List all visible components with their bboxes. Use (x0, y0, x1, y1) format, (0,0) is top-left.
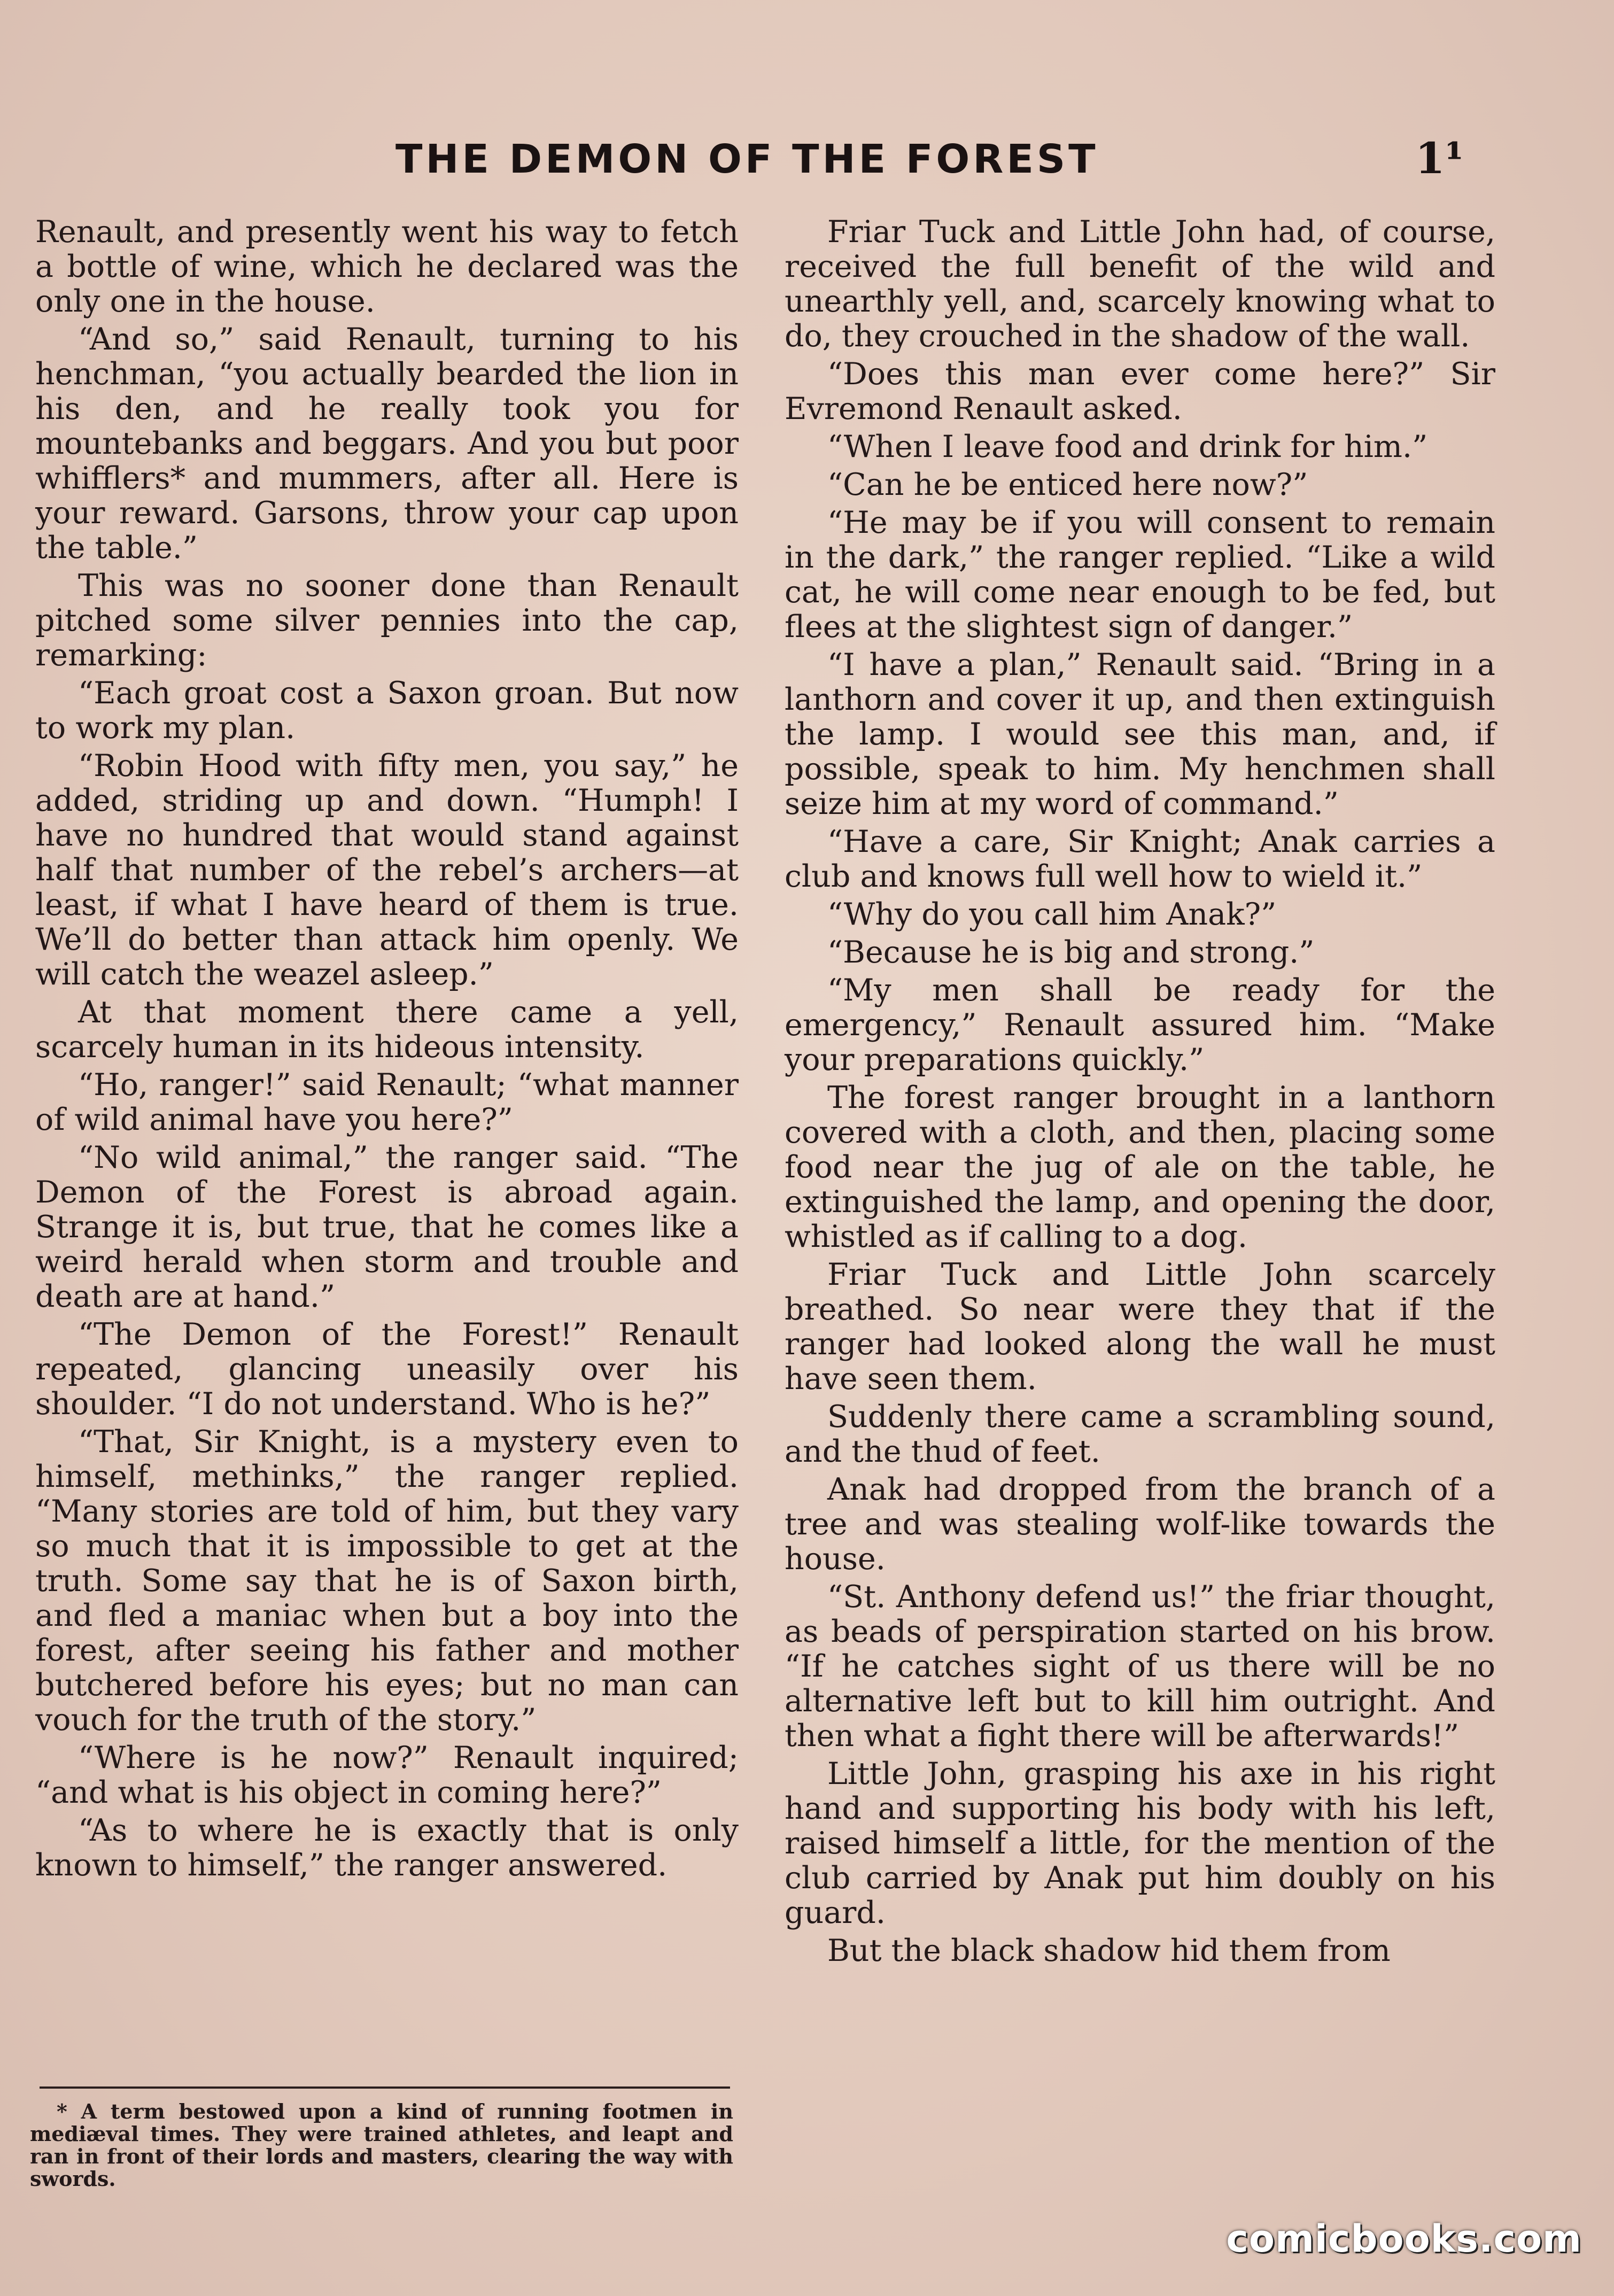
paragraph: This was no sooner done than Renault pitched some silver pennies into the cap, remarking: (35, 568, 739, 673)
paragraph: “That, Sir Knight, is a mystery even to himself, methinks,” the ranger replied. “Many stories are told of him, but they vary so much that it is impossible to get at the truth. Some say that he is of Saxon birth, and fled a maniac when but a boy into the forest, after seeing his father and mother butchered before his eyes; but no man can vouch for the truth of the story.” (35, 1424, 739, 1737)
paragraph: Anak had dropped from the branch of a tree and was stealing wolf-like towards the house. (785, 1472, 1495, 1577)
paragraph: “Where is he now?” Renault inquired; “and what is his object in coming here?” (35, 1740, 739, 1810)
paragraph: “Because he is big and strong.” (827, 935, 1315, 970)
paragraph: “No wild animal,” the ranger said. “The Demon of the Forest is abroad again. Strange it is, but true, that he comes like a weird herald when storm and trouble and death are at hand.” (35, 1140, 739, 1314)
paragraph: “I have a plan,” Renault said. “Bring in a lanthorn and cover it up, and then extinguish the lamp. I would see this man, and, if possible, speak to him. My henchmen shall seize him at my word of command.” (785, 647, 1495, 821)
paragraph: Friar Tuck and Little John had, of course, received the full benefit of the wild and unearthly yell, and, scarcely knowing what to do, they crouched in the shadow of the wall. (785, 214, 1495, 354)
paragraph: “And so,” said Renault, turning to his henchman, “you actually bearded the lion in his den, and he really took you for mountebanks and beggars. And you but poor whifflers* and mummers, after all. Here is your reward. Garsons, throw your cap upon the table.” (35, 322, 739, 565)
paragraph: “The Demon of the Forest!” Renault repeated, glancing uneasily over his shoulder. “I do not understand. Who is he?” (35, 1317, 739, 1422)
paragraph: “Why do you call him Anak?” (827, 897, 1277, 932)
paragraph: “Can he be enticed here now?” (827, 467, 1308, 502)
paragraph: “Does this man ever come here?” Sir Evremond Renault asked. (785, 356, 1495, 426)
watermark: comicbooks.com (1226, 2217, 1582, 2261)
page-number: 1¹ (1415, 133, 1464, 183)
paragraph: “Each groat cost a Saxon groan. But now to work my plan. (35, 676, 739, 746)
paragraph: At that moment there came a yell, scarcely human in its hideous intensity. (35, 995, 739, 1065)
paragraph: “Ho, ranger!” said Renault; “what manner of wild animal have you here?” (35, 1067, 739, 1137)
paragraph: “When I leave food and drink for him.” (827, 429, 1428, 464)
paragraph: The forest ranger brought in a lanthorn covered with a cloth, and then, placing some food near the jug of ale on the table, he extinguished the lamp, and opening the door, whistled as if calling to a dog. (785, 1080, 1495, 1254)
paragraph: But the black shadow hid them from (827, 1933, 1391, 1968)
page-header (0, 133, 1614, 195)
paragraph: “He may be if you will consent to remain in the dark,” the ranger replied. “Like a wild cat, he will come near enough to be fed, but flees at the slightest sign of danger.” (785, 505, 1495, 645)
left-column (35, 215, 739, 1886)
footnote-rule (40, 2086, 730, 2089)
footnote: * A term bestowed upon a kind of running footmen in mediæval times. They were trained athletes, and leapt and ran in front of their lords and masters, clearing the way with swords. (30, 2099, 733, 2191)
paragraph: Suddenly there came a scrambling sound, and the thud of feet. (785, 1399, 1495, 1469)
paragraph: Friar Tuck and Little John scarcely breathed. So near were they that if the ranger had looked along the wall he must have seen them. (785, 1257, 1495, 1397)
paragraph: Renault, and presently went his way to fetch a bottle of wine, which he declared was the only one in the house. (35, 214, 739, 319)
paragraph: Little John, grasping his axe in his right hand and supporting his body with his left, raised himself a little, for the mention of the club carried by Anak put him doubly on his guard. (785, 1756, 1495, 1930)
paragraph: “My men shall be ready for the emergency,” Renault assured him. “Make your preparations quickly.” (785, 973, 1495, 1077)
paragraph: “As to where he is exactly that is only known to himself,” the ranger answered. (35, 1813, 739, 1883)
running-title: THE DEMON OF THE FOREST (395, 136, 1099, 182)
paragraph: “St. Anthony defend us!” the friar thought, as beads of perspiration started on his brow. “If he catches sight of us there will be no alternative left but to kill him outright. And then what a fight there will be afterwards!” (785, 1579, 1495, 1754)
paragraph: “Robin Hood with fifty men, you say,” he added, striding up and down. “Humph! I have no hundred that would stand against half that number of the rebel’s archers—at least, if what I have heard of them is true. We’ll do better than attack him openly. We will catch the weazel asleep.” (35, 748, 739, 992)
paragraph: “Have a care, Sir Knight; Anak carries a club and knows full well how to wield it.” (785, 824, 1495, 894)
right-column (785, 215, 1495, 1972)
